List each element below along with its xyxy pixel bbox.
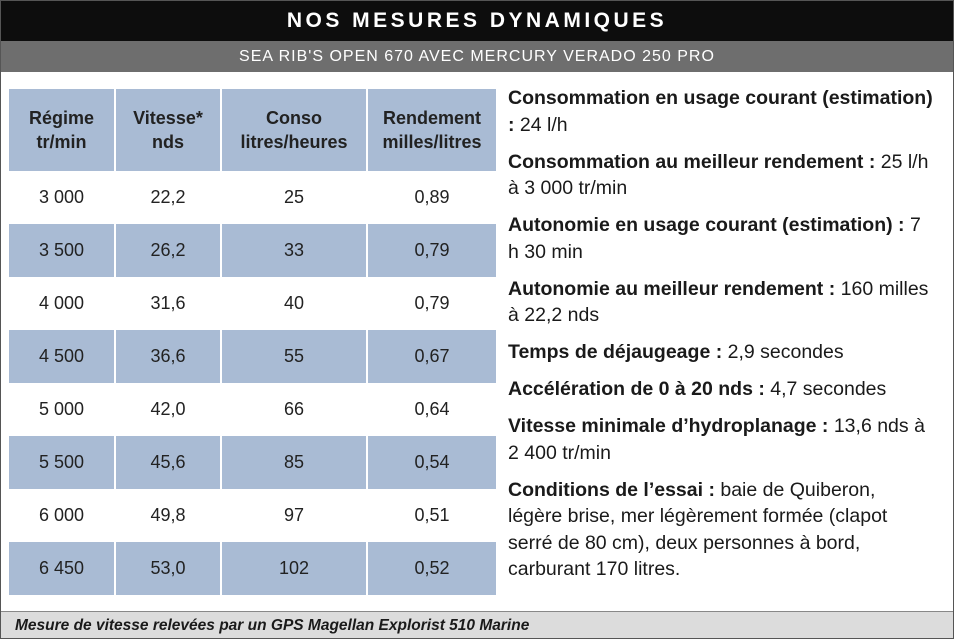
info-item	[508, 376, 933, 403]
header-rendement	[367, 89, 496, 171]
header-conso-line2: litres/heures	[240, 132, 348, 152]
info-label: Accélération de 0 à 20 nds :	[508, 378, 765, 400]
table-row	[9, 171, 496, 224]
info-value: 4,7 secondes	[764, 378, 887, 400]
info-item	[508, 85, 933, 138]
cell-vitesse: 36,6	[115, 330, 221, 383]
header-vitesse	[115, 89, 221, 171]
info-value: 160 milles à 22,2 nds	[508, 277, 929, 326]
card-subtitle: SEA RIB'S OPEN 670 AVEC MERCURY VERADO 250 PRO	[1, 41, 953, 72]
info-label: Autonomie en usage courant (estimation) :	[508, 214, 905, 236]
cell-conso: 40	[221, 277, 367, 330]
cell-conso: 55	[221, 330, 367, 383]
table-row	[9, 383, 496, 436]
info-label: Autonomie au meilleur rendement :	[508, 277, 836, 300]
header-vitesse-line1: Vitesse*	[133, 108, 203, 128]
cell-regime: 6 450	[9, 542, 115, 595]
cell-vitesse: 49,8	[115, 489, 221, 542]
table-row	[9, 330, 496, 383]
cell-vitesse: 31,6	[115, 277, 221, 330]
header-conso	[221, 89, 367, 171]
cell-regime: 4 000	[9, 277, 115, 330]
cell-conso: 33	[221, 224, 367, 277]
table-header-row	[9, 89, 496, 171]
info-item	[508, 477, 933, 583]
cell-rendement: 0,54	[367, 436, 496, 489]
header-rendement-line2: milles/litres	[382, 132, 482, 152]
info-label: Consommation en usage courant (estimation) :	[508, 87, 933, 136]
cell-vitesse: 53,0	[115, 542, 221, 595]
cell-rendement: 0,51	[414, 505, 450, 525]
header-regime-line2: tr/min	[36, 132, 87, 152]
cell-rendement: 0,52	[367, 542, 496, 595]
cell-regime: 3 000	[9, 171, 115, 224]
info-value: 7 h 30 min	[508, 214, 921, 263]
header-regime	[9, 89, 115, 171]
info-label: Consommation au meilleur rendement :	[508, 150, 876, 173]
cell-conso: 66	[221, 383, 367, 436]
info-value: 13,6 nds à 2 400 tr/min	[508, 415, 925, 464]
info-item	[508, 276, 933, 329]
cell-regime: 6 000	[9, 489, 115, 542]
info-item	[508, 212, 933, 265]
cell-rendement: 0,64	[414, 399, 450, 419]
cell-rendement: 0,89	[414, 187, 450, 207]
cell-regime: 3 500	[9, 224, 115, 277]
info-label: Vitesse minimale d’hydroplanage :	[508, 415, 829, 437]
cell-regime: 5 000	[9, 383, 115, 436]
cell-rendement: 0,67	[367, 330, 496, 383]
header-regime-line1: Régime	[28, 108, 95, 128]
cell-vitesse: 22,2	[115, 171, 221, 224]
info-panel	[508, 85, 933, 593]
info-item	[508, 339, 933, 366]
header-vitesse-line2: nds	[151, 132, 184, 152]
table-row	[9, 542, 496, 595]
info-value: baie de Quiberon, légère brise, mer légèrement formée (clapot serré de 80 cm), deux personnes à bord, carburant 170 litres.	[508, 478, 888, 580]
info-label: Conditions de l’essai :	[508, 478, 715, 501]
cell-vitesse: 26,2	[115, 224, 221, 277]
cell-vitesse: 42,0	[115, 383, 221, 436]
card-title: NOS MESURES DYNAMIQUES	[1, 1, 953, 41]
table-row	[9, 224, 496, 277]
cell-regime: 4 500	[9, 330, 115, 383]
cell-rendement: 0,79	[367, 224, 496, 277]
table-row	[9, 277, 496, 330]
cell-rendement: 0,79	[414, 293, 450, 313]
footnote: Mesure de vitesse relevées par un GPS Magellan Explorist 510 Marine	[1, 611, 953, 638]
cell-conso: 102	[221, 542, 367, 595]
cell-vitesse: 45,6	[115, 436, 221, 489]
info-label: Temps de déjaugeage :	[508, 341, 723, 363]
header-conso-line1: Conso	[266, 108, 322, 128]
cell-regime: 5 500	[9, 436, 115, 489]
info-item	[508, 149, 933, 202]
cell-conso: 85	[221, 436, 367, 489]
info-value: 24 l/h	[514, 113, 568, 136]
table-row	[9, 436, 496, 489]
measurements-table	[9, 89, 496, 595]
info-value: 2,9 secondes	[722, 341, 844, 363]
info-item	[508, 413, 933, 466]
table-row	[9, 489, 496, 542]
cell-conso: 97	[221, 489, 367, 542]
header-rendement-line1: Rendement	[382, 108, 481, 128]
cell-conso: 25	[221, 171, 367, 224]
info-value: 25 l/h à 3 000 tr/min	[508, 150, 929, 199]
